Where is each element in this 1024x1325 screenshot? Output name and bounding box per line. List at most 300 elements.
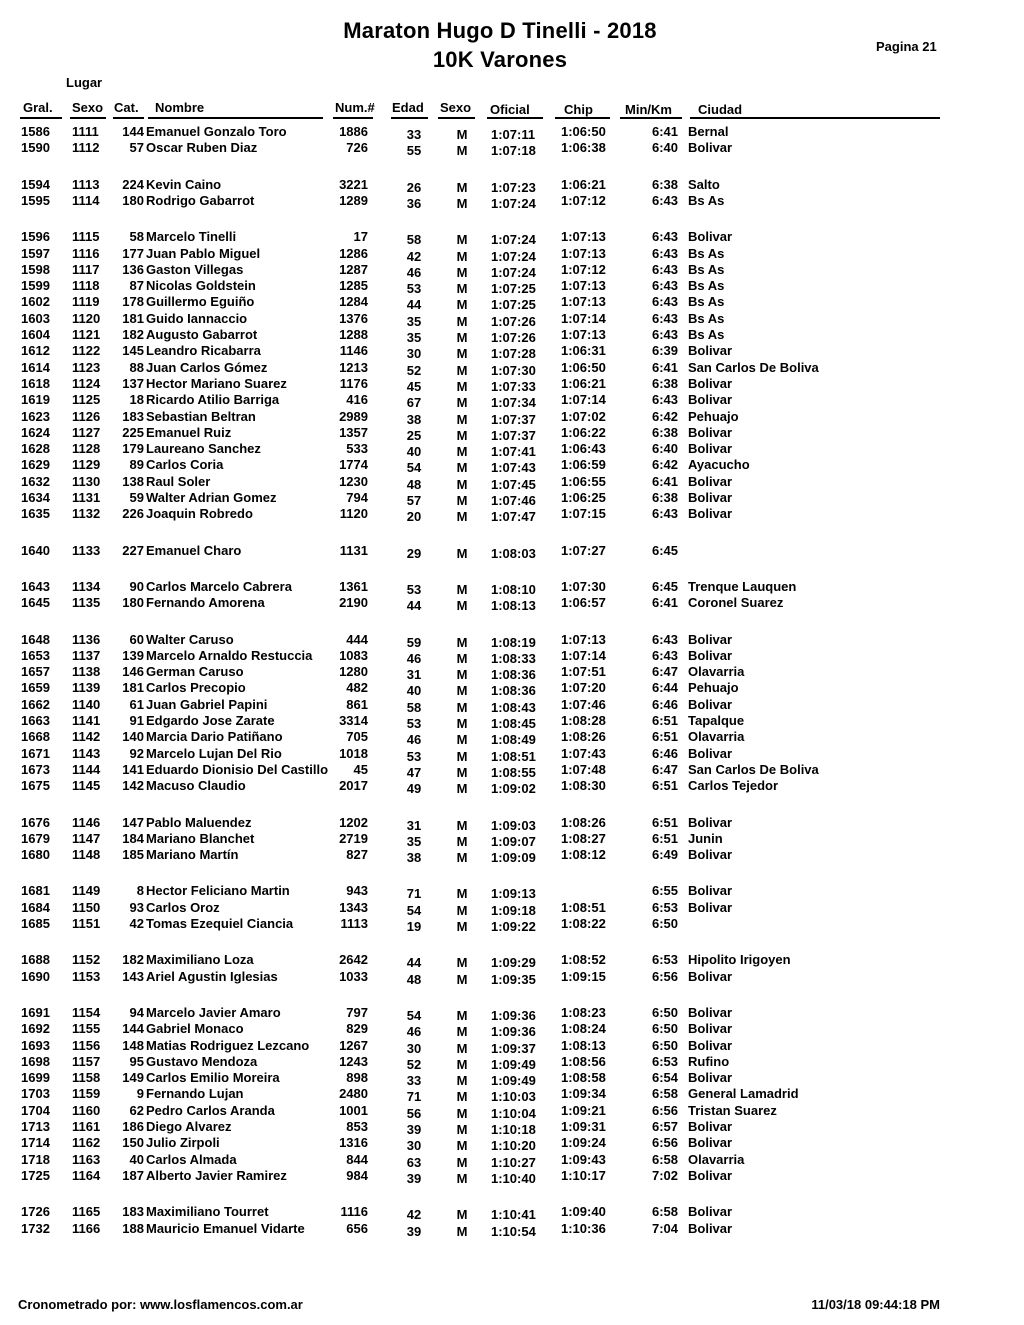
cell-ciudad: Pehuajo	[688, 680, 739, 696]
cell-sexo-pos: 1153	[72, 968, 101, 984]
cell-nombre: Juan Gabriel Papini	[146, 696, 268, 712]
cell-nombre: Maximiliano Tourret	[146, 1204, 269, 1220]
cell-sexo: M	[456, 1024, 468, 1040]
cell-oficial: 1:07:28	[491, 346, 536, 362]
cell-edad: 42	[406, 1207, 422, 1223]
cell-sexo: M	[456, 127, 468, 142]
cell-chip: 1:08:22	[561, 916, 606, 931]
table-row	[0, 441, 1024, 460]
cell-nombre: Pedro Carlos Aranda	[146, 1102, 275, 1118]
cell-edad: 53	[406, 748, 422, 764]
cell-ciudad: Rufino	[688, 1053, 730, 1069]
cell-chip: 1:06:43	[561, 441, 606, 457]
cell-sexo: M	[456, 971, 468, 987]
cell-oficial: 1:07:24	[491, 232, 536, 248]
cell-oficial: 1:09:03	[491, 817, 536, 833]
cell-ciudad: Bolivar	[688, 899, 733, 915]
cell-sexo-pos: 1154	[72, 1004, 101, 1020]
cell-oficial: 1:08:19	[491, 634, 536, 650]
cell-sexo: M	[456, 411, 468, 427]
cell-num: 1083	[339, 647, 368, 663]
cell-oficial: 1:09:36	[491, 1007, 536, 1023]
cell-chip: 1:07:20	[561, 680, 606, 696]
cell-cat: 225	[122, 424, 144, 440]
cell-chip: 1:09:24	[561, 1135, 606, 1151]
cell-gral: 1698	[21, 1053, 50, 1069]
cell-chip: 1:09:15	[561, 968, 606, 984]
table-row	[0, 409, 1024, 425]
cell-num: 1285	[339, 278, 368, 294]
cell-num: 1886	[339, 124, 368, 139]
cell-gral: 1691	[21, 1004, 50, 1020]
cell-ciudad: Bolivar	[688, 1070, 733, 1086]
cell-nombre: Carlos Precopio	[146, 680, 246, 696]
cell-num: 1267	[339, 1037, 368, 1053]
cell-ciudad: Salto	[688, 176, 720, 192]
cell-num: 3221	[339, 176, 368, 192]
cell-cat: 180	[122, 595, 144, 611]
cell-nombre: Macuso Claudio	[146, 778, 246, 794]
cell-edad: 30	[406, 346, 422, 362]
table-row	[0, 1038, 1024, 1054]
document-title: Maraton Hugo D Tinelli - 2018	[343, 18, 657, 43]
cell-gral: 1699	[21, 1070, 50, 1086]
cell-chip: 1:06:57	[561, 595, 606, 611]
cell-sexo-pos: 1120	[72, 310, 101, 326]
cell-gral: 1693	[21, 1037, 50, 1053]
cell-sexo-pos: 1111	[72, 124, 99, 139]
table-row	[0, 847, 1024, 866]
cell-chip: 1:06:38	[561, 140, 606, 156]
cell-oficial: 1:08:45	[491, 716, 536, 731]
cell-oficial: 1:07:43	[491, 460, 536, 476]
cell-nombre: Julio Zirpoli	[146, 1135, 220, 1151]
cell-chip: 1:07:02	[561, 408, 606, 424]
table-row	[0, 1135, 1024, 1154]
table-row	[0, 360, 1024, 376]
cell-num: 1286	[339, 245, 368, 261]
cell-ciudad: Bolivar	[688, 1220, 733, 1236]
cell-nombre: Marcelo Lujan Del Rio	[146, 745, 282, 761]
cell-edad: 49	[406, 781, 422, 797]
cell-nombre: Alberto Javier Ramirez	[146, 1167, 287, 1183]
cell-chip: 1:06:31	[561, 343, 606, 359]
cell-minkm: 6:41	[651, 124, 678, 139]
cell-nombre: Augusto Gabarrot	[146, 327, 258, 342]
cell-oficial: 1:08:36	[491, 667, 536, 683]
cell-chip: 1:06:50	[561, 359, 606, 375]
cell-cat: 59	[129, 490, 144, 505]
cell-edad: 33	[406, 1073, 422, 1089]
cell-edad: 36	[406, 195, 422, 211]
cell-minkm: 6:44	[651, 680, 678, 696]
cell-chip: 1:08:13	[561, 1037, 606, 1053]
cell-edad: 47	[406, 764, 422, 780]
cell-minkm: 6:43	[651, 294, 678, 310]
cell-edad: 44	[406, 955, 422, 971]
cell-cat: 150	[122, 1135, 144, 1151]
cell-sexo-pos: 1143	[72, 745, 101, 761]
table-row	[0, 1168, 1024, 1184]
cell-minkm: 6:53	[651, 899, 678, 915]
table-row	[0, 278, 1024, 297]
cell-cat: 226	[122, 506, 144, 522]
cell-chip: 1:09:31	[561, 1119, 606, 1134]
cell-edad: 63	[406, 1154, 422, 1170]
cell-cat: 224	[122, 176, 144, 192]
cell-oficial: 1:07:45	[491, 476, 536, 492]
cell-gral: 1718	[21, 1151, 50, 1167]
cell-minkm: 6:47	[651, 761, 678, 777]
cell-minkm: 6:43	[651, 192, 678, 208]
cell-minkm: 6:41	[651, 595, 678, 611]
cell-num: 827	[346, 847, 368, 863]
cell-gral: 1604	[21, 327, 50, 342]
table-row	[0, 713, 1024, 729]
table-row	[0, 1054, 1024, 1070]
cell-sexo: M	[456, 764, 468, 780]
table-row	[0, 246, 1024, 262]
cell-ciudad: Bolivar	[688, 745, 733, 761]
cell-sexo: M	[456, 330, 468, 345]
cell-gral: 1681	[21, 883, 50, 899]
cell-ciudad: Bolivar	[688, 1004, 733, 1020]
table-row	[0, 294, 1024, 313]
cell-edad: 33	[406, 127, 422, 142]
cell-sexo-pos: 1140	[72, 696, 101, 712]
cell-num: 1001	[339, 1102, 368, 1118]
footer-timing-credit: Cronometrado por: www.losflamencos.com.ar	[18, 1297, 303, 1312]
cell-ciudad: Bolivar	[688, 473, 733, 489]
cell-num: 2719	[339, 830, 368, 846]
cell-chip: 1:07:13	[561, 327, 606, 342]
cell-sexo: M	[456, 1154, 468, 1170]
cell-ciudad: General Lamadrid	[688, 1086, 799, 1102]
cell-num: 45	[353, 761, 368, 777]
cell-ciudad: Bolivar	[688, 1021, 733, 1037]
cell-nombre: Emanuel Gonzalo Toro	[146, 124, 287, 139]
cell-cat: 184	[122, 830, 144, 846]
cell-sexo-pos: 1136	[72, 631, 101, 647]
cell-cat: 89	[129, 457, 144, 473]
cell-cat: 147	[122, 814, 144, 830]
cell-ciudad: Bolivar	[688, 1135, 733, 1151]
cell-num: 1176	[339, 375, 368, 391]
cell-oficial: 1:07:47	[491, 509, 536, 525]
cell-num: 898	[346, 1070, 368, 1086]
cell-ciudad: Tristan Suarez	[688, 1102, 777, 1118]
table-row	[0, 697, 1024, 713]
cell-oficial: 1:08:49	[491, 732, 536, 748]
cell-oficial: 1:08:03	[491, 545, 536, 561]
table-row	[0, 193, 1024, 209]
cell-cat: 179	[122, 441, 144, 457]
cell-edad: 48	[406, 476, 422, 492]
table-row	[0, 1119, 1024, 1135]
cell-cat: 144	[122, 124, 144, 139]
cell-sexo-pos: 1125	[72, 392, 101, 408]
cell-sexo-pos: 1114	[72, 192, 100, 208]
table-row	[0, 648, 1024, 664]
cell-cat: 188	[122, 1220, 144, 1236]
cell-gral: 1629	[21, 457, 50, 473]
cell-oficial: 1:07:33	[491, 378, 536, 394]
cell-gral: 1594	[21, 176, 50, 192]
cell-nombre: German Caruso	[146, 664, 244, 680]
cell-sexo: M	[456, 460, 468, 476]
cell-num: 1288	[339, 327, 368, 342]
cell-minkm: 6:50	[651, 1004, 678, 1020]
cell-num: 482	[346, 680, 368, 696]
cell-chip: 1:09:43	[561, 1151, 606, 1167]
cell-cat: 148	[122, 1037, 144, 1053]
cell-sexo: M	[456, 1040, 468, 1056]
cell-sexo-pos: 1124	[72, 375, 101, 391]
cell-sexo: M	[456, 748, 468, 764]
cell-nombre: Fernando Lujan	[146, 1086, 244, 1102]
cell-num: 1343	[339, 899, 368, 915]
cell-sexo-pos: 1155	[72, 1021, 101, 1037]
cell-minkm: 6:43	[651, 278, 678, 294]
cell-sexo-pos: 1160	[72, 1102, 101, 1118]
cell-sexo-pos: 1164	[72, 1167, 101, 1183]
cell-minkm: 6:43	[651, 392, 678, 408]
cell-sexo-pos: 1134	[72, 578, 101, 594]
cell-sexo: M	[456, 781, 468, 797]
cell-cat: 185	[122, 847, 144, 863]
cell-cat: 146	[122, 664, 144, 680]
cell-num: 943	[346, 883, 368, 899]
cell-minkm: 6:53	[651, 952, 678, 968]
cell-minkm: 6:43	[651, 327, 678, 342]
cell-ciudad: Bolivar	[688, 647, 733, 663]
cell-chip: 1:10:17	[561, 1167, 606, 1183]
cell-sexo: M	[456, 297, 468, 313]
cell-sexo-pos: 1132	[72, 506, 101, 522]
cell-oficial: 1:07:25	[491, 281, 536, 297]
cell-sexo: M	[456, 716, 468, 731]
cell-ciudad: Pehuajo	[688, 408, 739, 424]
cell-sexo: M	[456, 683, 468, 699]
cell-chip: 1:09:21	[561, 1102, 606, 1118]
cell-chip: 1:07:13	[561, 245, 606, 261]
cell-nombre: Guillermo Eguiño	[146, 294, 255, 310]
cell-ciudad: Olavarria	[688, 729, 745, 745]
cell-sexo: M	[456, 346, 468, 362]
cell-ciudad: San Carlos De Boliva	[688, 761, 819, 777]
cell-cat: 57	[129, 140, 144, 156]
cell-nombre: Pablo Maluendez	[146, 814, 252, 830]
cell-gral: 1602	[21, 294, 50, 310]
cell-minkm: 6:43	[651, 229, 678, 245]
cell-minkm: 6:51	[651, 778, 678, 794]
cell-ciudad: Bolivar	[688, 847, 733, 863]
cell-cat: 181	[122, 680, 144, 696]
cell-edad: 31	[406, 817, 422, 833]
cell-chip: 1:07:46	[561, 696, 606, 712]
cell-gral: 1671	[21, 745, 50, 761]
cell-cat: 60	[129, 631, 144, 647]
cell-nombre: Joaquin Robredo	[146, 506, 253, 522]
cell-sexo: M	[456, 598, 468, 614]
cell-oficial: 1:09:02	[491, 781, 536, 797]
table-row	[0, 969, 1024, 985]
cell-chip: 1:07:12	[561, 192, 606, 208]
table-row	[0, 952, 1024, 971]
cell-cat: 178	[122, 294, 144, 310]
cell-sexo-pos: 1151	[72, 916, 101, 931]
cell-ciudad: Bolivar	[688, 883, 733, 899]
cell-ciudad: San Carlos De Boliva	[688, 359, 819, 375]
cell-gral: 1675	[21, 778, 50, 794]
cell-ciudad: Bolivar	[688, 375, 733, 391]
lugar-group-label: Lugar	[66, 75, 103, 90]
table-row	[0, 680, 1024, 699]
cell-ciudad: Junin	[688, 830, 723, 846]
cell-gral: 1597	[21, 245, 50, 261]
cell-oficial: 1:07:24	[491, 248, 536, 264]
cell-sexo-pos: 1129	[72, 457, 101, 473]
cell-edad: 40	[406, 683, 422, 699]
cell-nombre: Emanuel Ruiz	[146, 424, 232, 440]
cell-num: 2642	[339, 952, 368, 968]
col-header-nombre: Nombre	[155, 100, 205, 115]
cell-nombre: Marcelo Tinelli	[146, 229, 237, 245]
cell-gral: 1623	[21, 408, 50, 424]
cell-sexo: M	[456, 378, 468, 394]
cell-sexo: M	[456, 817, 468, 833]
cell-gral: 1632	[21, 473, 50, 489]
cell-sexo: M	[456, 850, 468, 866]
cell-sexo-pos: 1162	[72, 1135, 101, 1151]
cell-cat: 187	[122, 1167, 144, 1183]
cell-oficial: 1:08:13	[491, 598, 536, 614]
cell-edad: 53	[406, 716, 422, 731]
cell-edad: 46	[406, 1024, 422, 1040]
cell-cat: 138	[122, 473, 144, 489]
table-row	[0, 1152, 1024, 1168]
cell-sexo-pos: 1156	[72, 1037, 101, 1053]
cell-edad: 58	[406, 232, 422, 248]
cell-chip: 1:07:27	[561, 542, 606, 558]
cell-num: 705	[346, 729, 368, 745]
cell-minkm: 6:58	[651, 1204, 678, 1220]
cell-sexo: M	[456, 833, 468, 849]
cell-cat: 136	[122, 261, 144, 277]
cell-minkm: 6:40	[651, 441, 678, 457]
table-row	[0, 311, 1024, 327]
cell-nombre: Carlos Marcelo Cabrera	[146, 578, 292, 594]
table-row	[0, 762, 1024, 778]
cell-edad: 40	[406, 444, 422, 460]
cell-edad: 44	[406, 598, 422, 614]
cell-chip: 1:08:24	[561, 1021, 606, 1037]
cell-sexo-pos: 1135	[72, 595, 101, 611]
cell-oficial: 1:09:49	[491, 1056, 536, 1072]
cell-num: 444	[346, 631, 368, 647]
cell-gral: 1704	[21, 1102, 50, 1118]
cell-edad: 54	[406, 460, 422, 476]
cell-chip: 1:08:23	[561, 1004, 606, 1020]
table-row	[0, 916, 1024, 932]
table-row	[0, 327, 1024, 343]
col-header-sexo2: Sexo	[440, 100, 472, 115]
cell-num: 533	[346, 441, 368, 457]
cell-minkm: 6:38	[651, 424, 678, 440]
table-row	[0, 746, 1024, 762]
cell-edad: 46	[406, 732, 422, 748]
cell-gral: 1624	[21, 424, 50, 440]
cell-edad: 56	[406, 1105, 422, 1121]
cell-num: 853	[346, 1119, 368, 1134]
cell-oficial: 1:08:51	[491, 748, 536, 764]
cell-nombre: Hector Mariano Suarez	[146, 375, 287, 391]
cell-edad: 52	[406, 1056, 422, 1072]
cell-sexo-pos: 1119	[72, 294, 100, 310]
cell-ciudad: Carlos Tejedor	[688, 778, 779, 794]
cell-nombre: Mauricio Emanuel Vidarte	[146, 1220, 305, 1236]
cell-edad: 42	[406, 248, 422, 264]
cell-chip: 1:07:15	[561, 506, 606, 522]
cell-cat: 42	[129, 916, 144, 931]
cell-cat: 142	[122, 778, 144, 794]
cell-sexo: M	[456, 1170, 468, 1186]
cell-edad: 45	[406, 378, 422, 394]
table-row	[0, 632, 1024, 648]
cell-sexo-pos: 1148	[72, 847, 101, 863]
cell-oficial: 1:09:18	[491, 902, 536, 918]
cell-gral: 1645	[21, 595, 50, 611]
cell-nombre: Juan Carlos Gómez	[146, 359, 268, 375]
table-row	[0, 177, 1024, 193]
cell-minkm: 6:56	[651, 968, 678, 984]
cell-minkm: 6:58	[651, 1151, 678, 1167]
cell-minkm: 6:43	[651, 261, 678, 277]
cell-oficial: 1:07:25	[491, 297, 536, 313]
cell-num: 1357	[339, 424, 368, 440]
cell-oficial: 1:07:30	[491, 362, 536, 378]
col-header-num: Num.#	[335, 100, 375, 115]
cell-nombre: Diego Alvarez	[146, 1119, 232, 1134]
cell-num: 1289	[339, 192, 368, 208]
cell-oficial: 1:09:22	[491, 919, 536, 934]
cell-minkm: 6:54	[651, 1070, 678, 1086]
cell-nombre: Ricardo Atilio Barriga	[146, 392, 280, 408]
cell-sexo-pos: 1165	[72, 1204, 101, 1220]
cell-nombre: Marcia Dario Patiñano	[146, 729, 283, 745]
cell-nombre: Rodrigo Gabarrot	[146, 192, 255, 208]
cell-oficial: 1:07:26	[491, 313, 536, 329]
cell-minkm: 6:55	[651, 883, 678, 899]
cell-cat: 180	[122, 192, 144, 208]
cell-cat: 58	[129, 229, 144, 245]
page-number: Pagina 21	[876, 39, 937, 54]
cell-edad: 48	[406, 971, 422, 987]
cell-gral: 1628	[21, 441, 50, 457]
cell-sexo: M	[456, 395, 468, 411]
cell-gral: 1662	[21, 696, 50, 712]
table-row	[0, 1086, 1024, 1105]
cell-ciudad: Bolivar	[688, 490, 733, 505]
cell-chip: 1:06:59	[561, 457, 606, 473]
cell-num: 2017	[339, 778, 368, 794]
cell-num: 1116	[340, 1204, 368, 1220]
cell-oficial: 1:10:03	[491, 1089, 536, 1105]
cell-minkm: 6:45	[651, 578, 678, 594]
cell-cat: 90	[129, 578, 144, 594]
cell-chip: 1:07:51	[561, 664, 606, 680]
cell-minkm: 6:43	[651, 245, 678, 261]
